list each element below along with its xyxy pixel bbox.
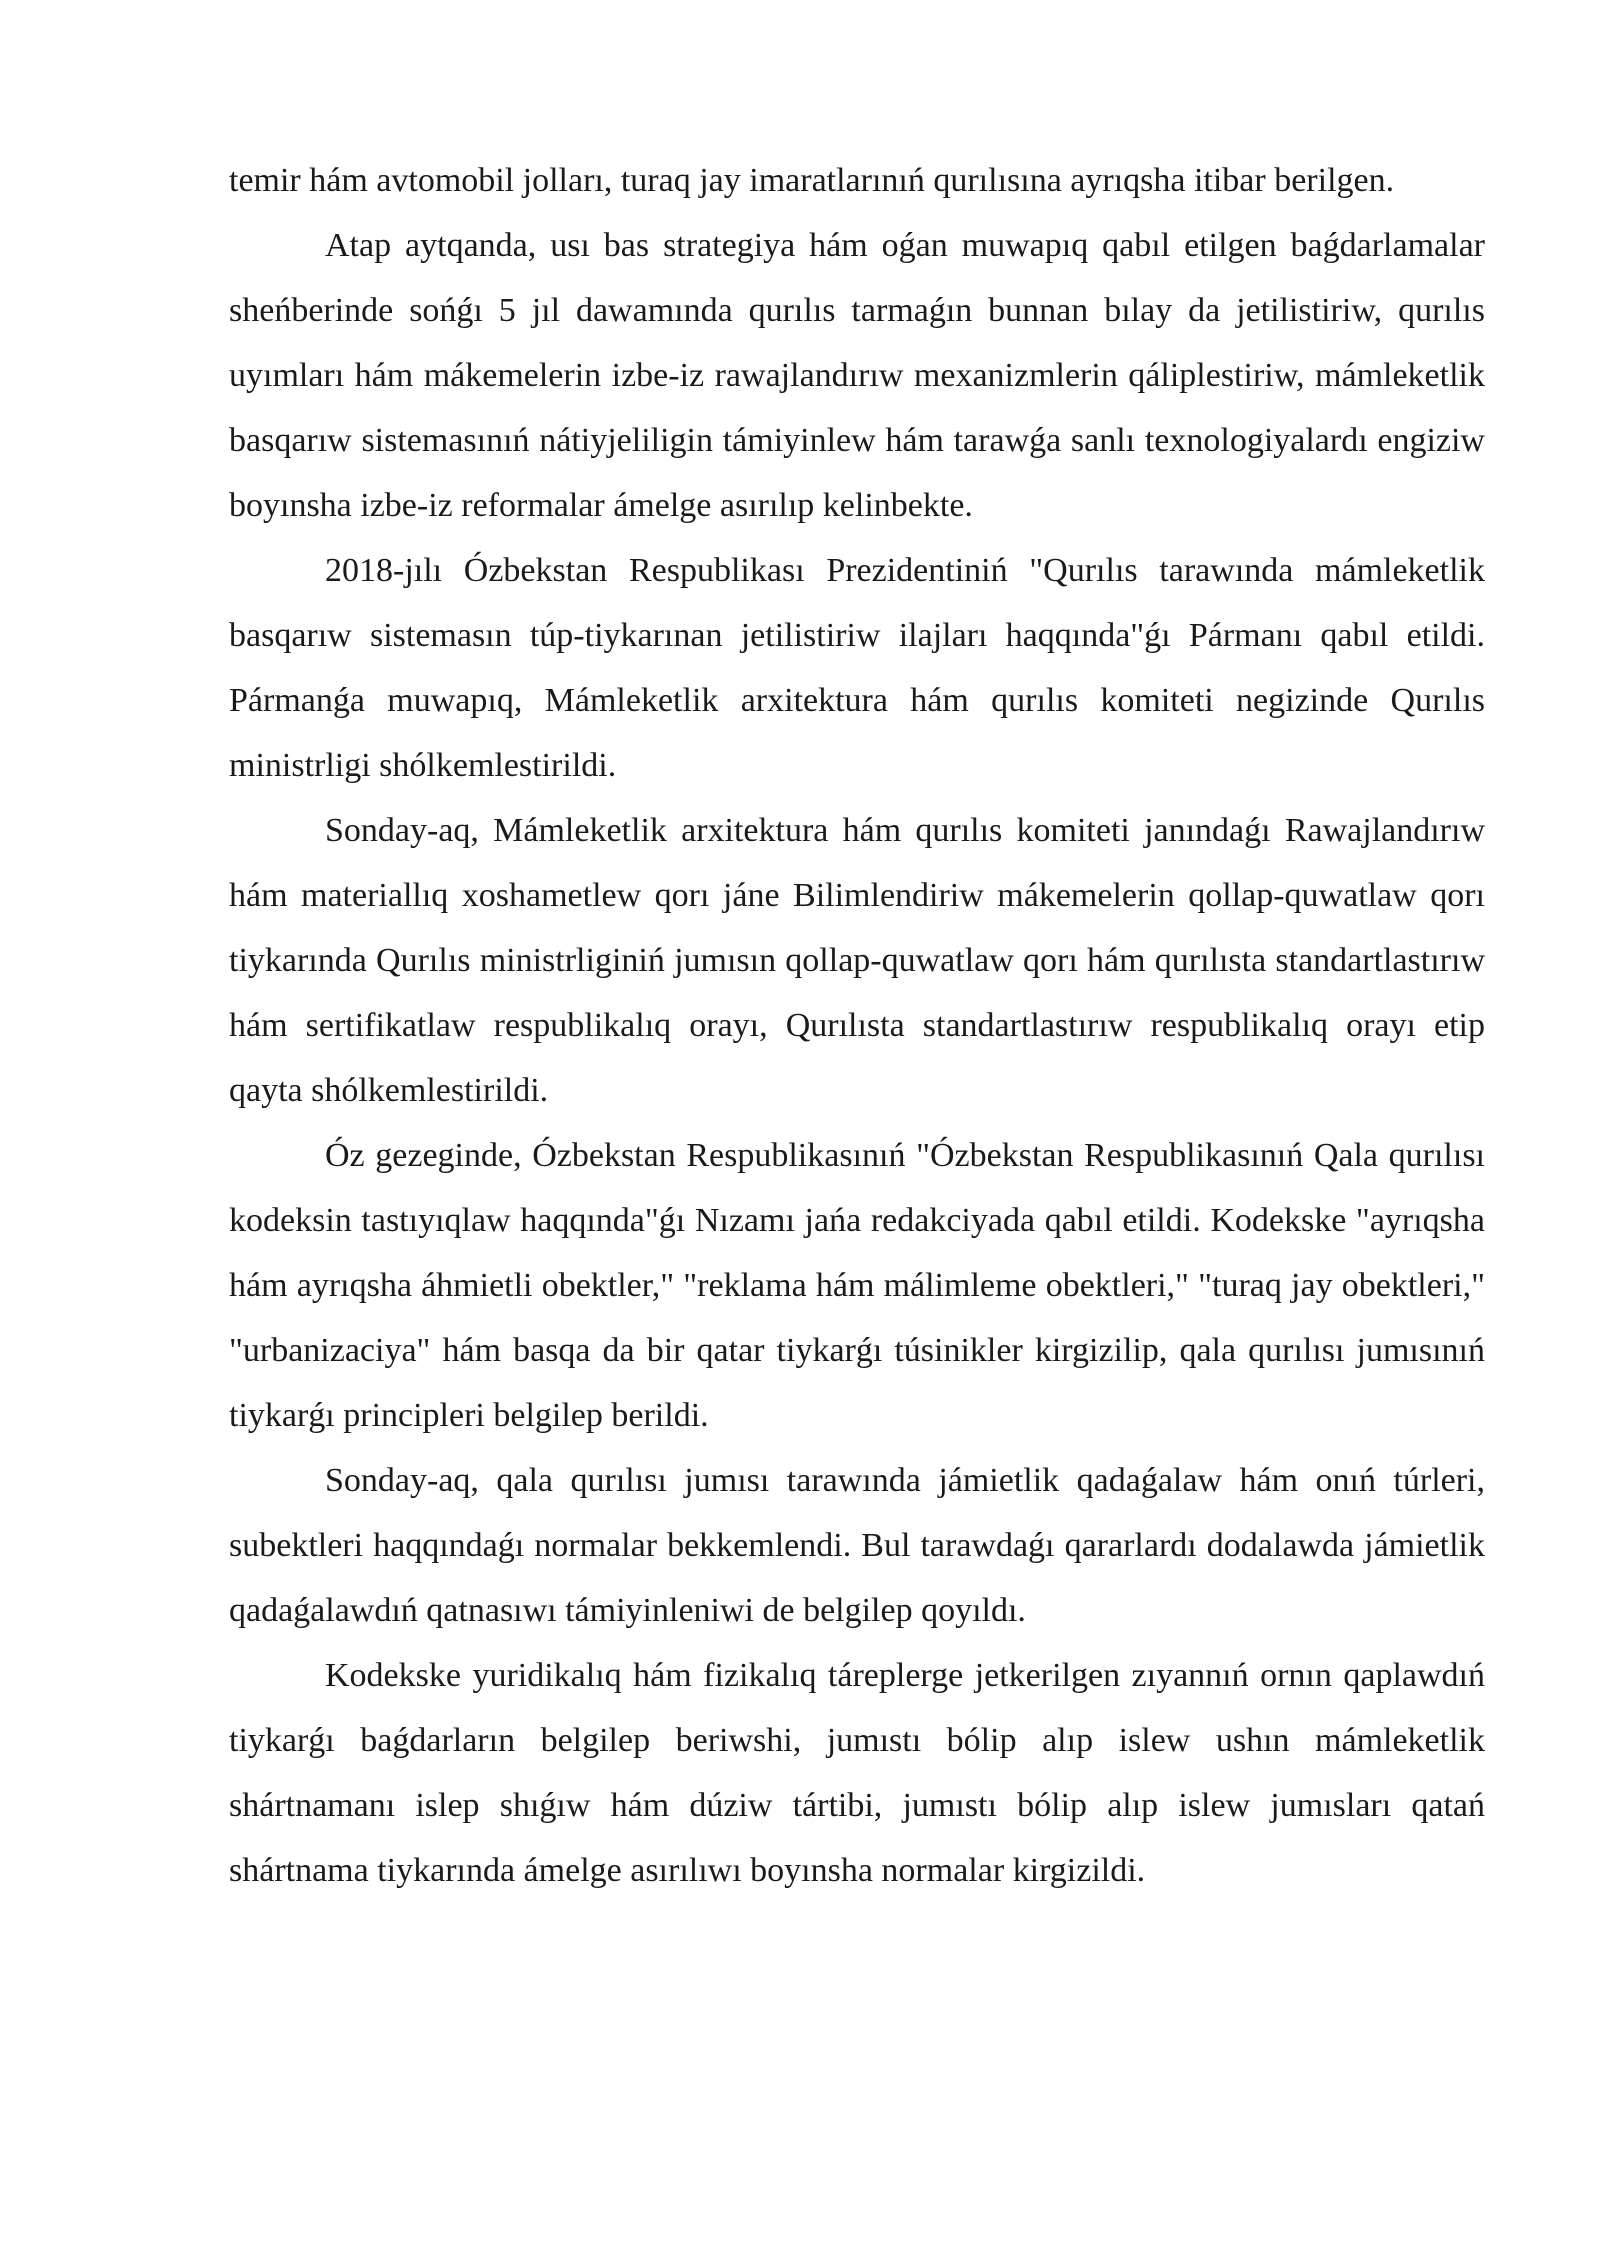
paragraph-strategy-reforms: Atap aytqanda, usı bas strategiya hám oǵan muwapıq qabıl etilgen baǵdarlamalar sheńberinde sońǵı 5 jıl dawamında qurılıs tarmaǵın bunnan bılay da jetilistiriw, qurılıs uyımları hám mákemelerin izbe-iz rawajlandırıw mexanizmlerin qáliplestiriw, mámleketlik basqarıw sistemasınıń nátiyjeliligin támiyinlew hám tarawǵa sanlı texnologiyalardı engiziw boyınsha izbe-iz reformalar ámelge asırılıp kelinbekte. <box>229 227 1485 524</box>
paragraph-public-control: Sonday-aq, qala qurılısı jumısı tarawında jámietlik qadaǵalaw hám onıń túrleri, subektleri haqqındaǵı normalar bekkemlendi. Bul tarawdaǵı qararlardı dodalawda jámietlik qadaǵalawdıń qatnasıwı támiyinleniwi de belgilep qoyıldı. <box>229 1462 1485 1629</box>
paragraph-damage-compensation: Kodekske yuridikalıq hám fizikalıq táreplerge jetkerilgen zıyannıń ornın qaplawdıń tiykarǵı baǵdarların belgilep beriwshi, jumıstı bólip alıp islew ushın mámleketlik shártnamanı islep shıǵıw hám dúziw tártibi, jumıstı bólip alıp islew jumısları qatań shártnama tiykarında ámelge asırılıwı boyınsha normalar kirgizildi. <box>229 1657 1485 1889</box>
paragraph-urban-planning-code: Óz gezeginde, Ózbekstan Respublikasınıń "Ózbekstan Respublikasınıń Qala qurılısı kodeksin tastıyıqlaw haqqında"ǵı Nızamı jańa redakciyada qabıl etildi. Kodekske "ayrıqsha hám ayrıqsha áhmietli obektler," "reklama hám málimleme obektleri," "turaq jay obektleri," "urbanizaciya" hám basqa da bir qatar tiykarǵı túsinikler kirgizilip, qala qurılısı jumısınıń tiykarǵı principleri belgilep berildi. <box>229 1137 1485 1434</box>
document-page <box>229 148 1485 1903</box>
paragraph-2018-decree: 2018-jılı Ózbekstan Respublikası Prezidentiniń "Qurılıs tarawında mámleketlik basqarıw sistemasın túp-tiykarınan jetilistiriw ilajları haqqında"ǵı Pármanı qabıl etildi. Pármanǵa muwapıq, Mámleketlik arxitektura hám qurılıs komiteti negizinde Qurılıs ministrligi shólkemlestirildi. <box>229 552 1485 784</box>
paragraph-continuation: temir hám avtomobil jolları, turaq jay imaratlarınıń qurılısına ayrıqsha itibar berilgen. <box>229 162 1395 199</box>
paragraph-fund-reorganization: Sonday-aq, Mámleketlik arxitektura hám qurılıs komiteti janındaǵı Rawajlandırıw hám materiallıq xoshametlew qorı jáne Bilimlendiriw mákemelerin qollap-quwatlaw qorı tiykarında Qurılıs ministrliginiń jumısın qollap-quwatlaw qorı hám qurılısta standartlastırıw hám sertifikatlaw respublikalıq orayı, Qurılısta standartlastırıw respublikalıq orayı etip qayta shólkemlestirildi. <box>229 812 1485 1109</box>
